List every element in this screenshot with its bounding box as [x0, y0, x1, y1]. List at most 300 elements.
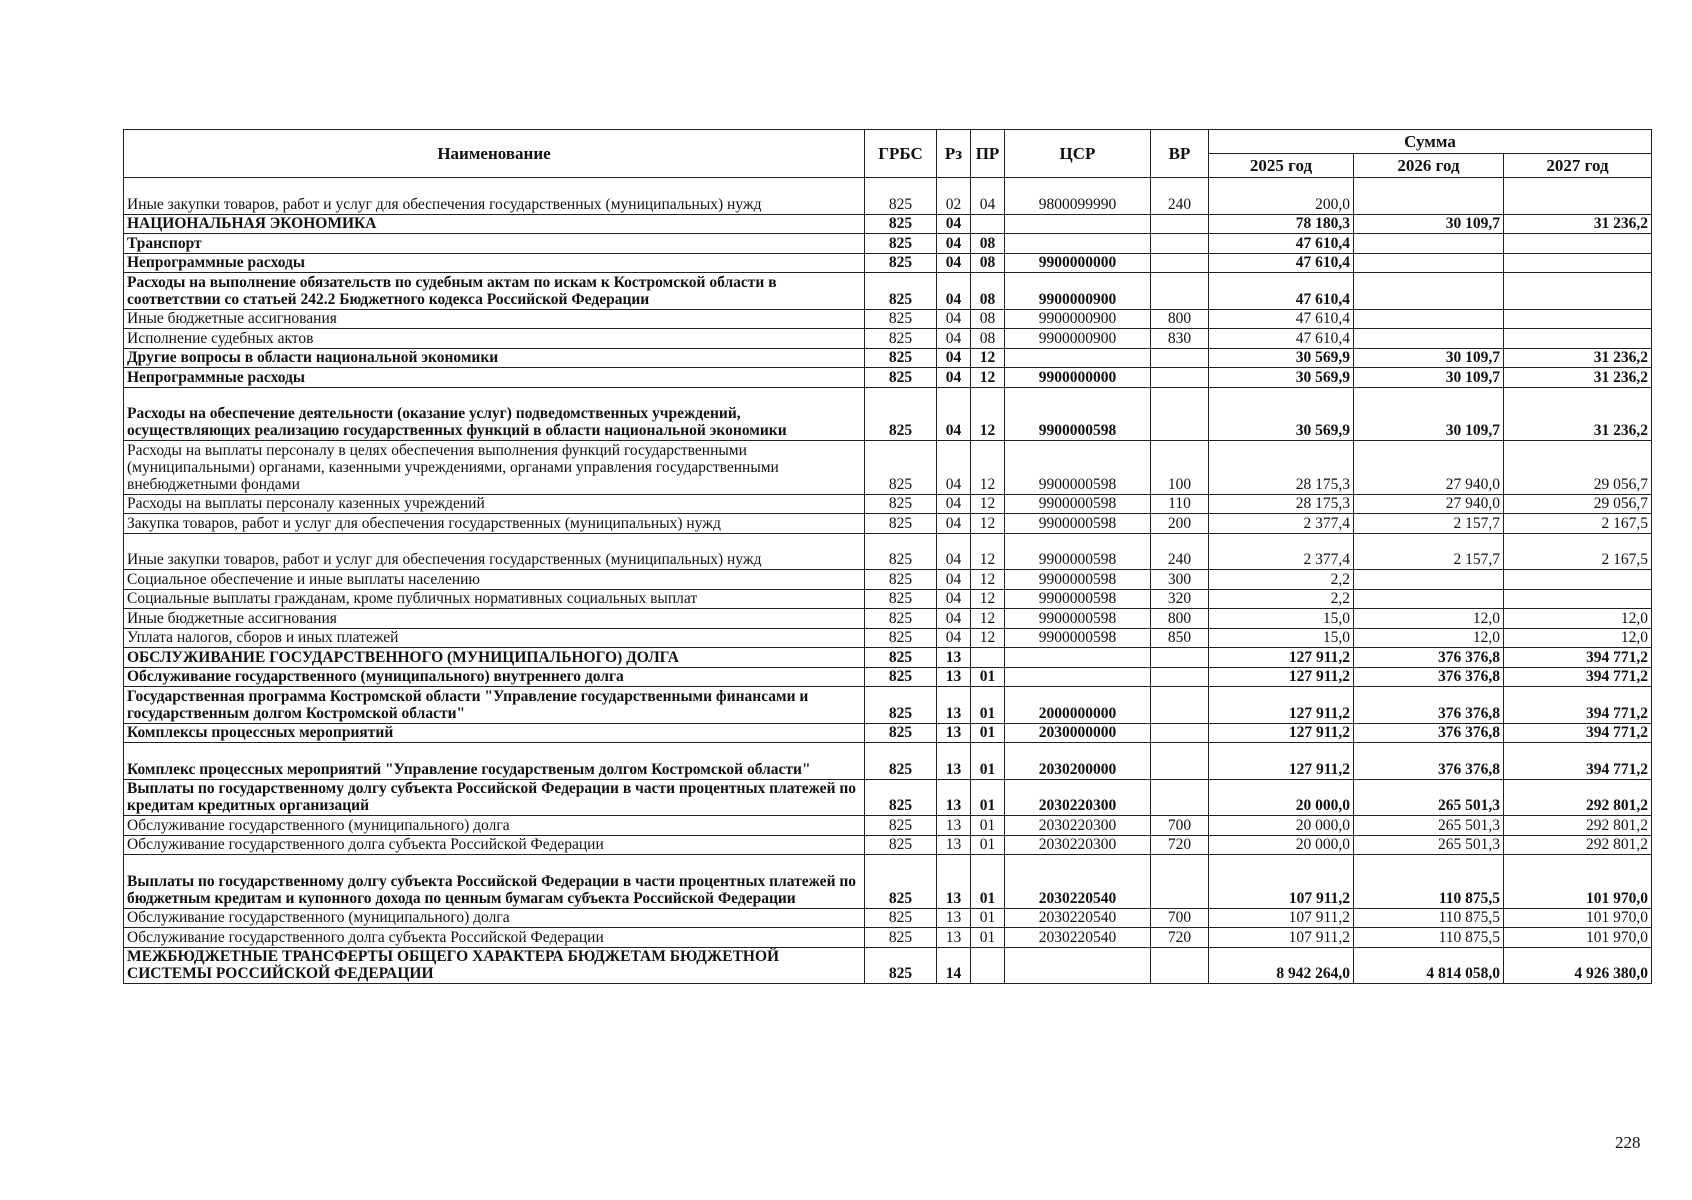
cell-sum-2027 [1504, 234, 1652, 254]
cell-csr: 2000000000 [1005, 687, 1151, 724]
cell-pr: 12 [971, 348, 1005, 368]
cell-name: Социальные выплаты гражданам, кроме публичных нормативных социальных выплат [124, 589, 865, 609]
cell-sum-2025: 47 610,4 [1209, 329, 1354, 349]
table-row [124, 441, 1652, 495]
cell-rz: 04 [937, 348, 971, 368]
table-row [124, 628, 1652, 648]
cell-sum-2027: 292 801,2 [1504, 835, 1652, 855]
cell-grbs: 825 [865, 387, 937, 441]
table-row [124, 908, 1652, 928]
cell-sum-2027: 101 970,0 [1504, 908, 1652, 928]
table-row [124, 234, 1652, 254]
table-row [124, 855, 1652, 909]
cell-pr: 08 [971, 253, 1005, 273]
cell-sum-2026 [1354, 329, 1504, 349]
cell-grbs: 825 [865, 628, 937, 648]
header-sum: Сумма [1209, 130, 1652, 154]
header-vr: ВР [1151, 130, 1209, 178]
cell-rz: 04 [937, 214, 971, 234]
cell-sum-2027: 101 970,0 [1504, 928, 1652, 948]
table-row [124, 214, 1652, 234]
cell-csr: 2030220540 [1005, 908, 1151, 928]
cell-grbs: 825 [865, 368, 937, 388]
cell-sum-2026: 265 501,3 [1354, 835, 1504, 855]
cell-rz: 04 [937, 533, 971, 570]
cell-sum-2026: 2 157,7 [1354, 533, 1504, 570]
header-year-2026: 2026 год [1354, 154, 1504, 178]
cell-sum-2027: 394 771,2 [1504, 743, 1652, 780]
cell-pr: 01 [971, 928, 1005, 948]
cell-rz: 04 [937, 570, 971, 590]
cell-name: Обслуживание государственного (муниципального) внутреннего долга [124, 667, 865, 687]
cell-pr: 08 [971, 273, 1005, 310]
cell-sum-2027: 31 236,2 [1504, 348, 1652, 368]
cell-sum-2027: 29 056,7 [1504, 494, 1652, 514]
cell-vr [1151, 855, 1209, 909]
cell-sum-2026 [1354, 234, 1504, 254]
cell-rz: 04 [937, 494, 971, 514]
budget-table [123, 129, 1652, 984]
cell-sum-2026: 27 940,0 [1354, 494, 1504, 514]
cell-rz: 13 [937, 928, 971, 948]
table-row [124, 928, 1652, 948]
table-row [124, 779, 1652, 816]
cell-sum-2025: 2,2 [1209, 589, 1354, 609]
cell-vr: 700 [1151, 908, 1209, 928]
cell-rz: 02 [937, 178, 971, 215]
cell-grbs: 825 [865, 779, 937, 816]
cell-rz: 04 [937, 589, 971, 609]
table-row [124, 570, 1652, 590]
table-row [124, 514, 1652, 534]
cell-csr: 2030200000 [1005, 743, 1151, 780]
cell-csr [1005, 648, 1151, 668]
cell-sum-2027: 29 056,7 [1504, 441, 1652, 495]
cell-grbs: 825 [865, 178, 937, 215]
cell-rz: 04 [937, 273, 971, 310]
cell-vr: 100 [1151, 441, 1209, 495]
cell-sum-2025: 127 911,2 [1209, 667, 1354, 687]
cell-csr: 2030220300 [1005, 779, 1151, 816]
cell-sum-2025: 107 911,2 [1209, 908, 1354, 928]
cell-sum-2025: 127 911,2 [1209, 648, 1354, 668]
cell-sum-2026: 2 157,7 [1354, 514, 1504, 534]
cell-vr: 240 [1151, 533, 1209, 570]
cell-pr: 12 [971, 533, 1005, 570]
cell-sum-2025: 30 569,9 [1209, 387, 1354, 441]
table-header [124, 130, 1652, 178]
table-row [124, 723, 1652, 743]
cell-rz: 13 [937, 779, 971, 816]
cell-sum-2025: 30 569,9 [1209, 368, 1354, 388]
cell-grbs: 825 [865, 234, 937, 254]
table-body [124, 178, 1652, 984]
cell-sum-2025: 15,0 [1209, 609, 1354, 629]
cell-grbs: 825 [865, 667, 937, 687]
cell-name: Комплексы процессных мероприятий [124, 723, 865, 743]
header-csr: ЦСР [1005, 130, 1151, 178]
cell-sum-2025: 47 610,4 [1209, 234, 1354, 254]
cell-sum-2027: 292 801,2 [1504, 816, 1652, 836]
cell-csr: 9900000000 [1005, 368, 1151, 388]
table-row [124, 648, 1652, 668]
table-row [124, 178, 1652, 215]
cell-sum-2025: 20 000,0 [1209, 779, 1354, 816]
cell-pr: 04 [971, 178, 1005, 215]
cell-grbs: 825 [865, 609, 937, 629]
cell-name: Закупка товаров, работ и услуг для обеспечения государственных (муниципальных) нужд [124, 514, 865, 534]
cell-sum-2025: 78 180,3 [1209, 214, 1354, 234]
cell-sum-2025: 15,0 [1209, 628, 1354, 648]
cell-sum-2027 [1504, 309, 1652, 329]
table-row [124, 253, 1652, 273]
cell-grbs: 825 [865, 441, 937, 495]
cell-csr: 9900000598 [1005, 494, 1151, 514]
cell-sum-2025: 20 000,0 [1209, 816, 1354, 836]
cell-vr [1151, 368, 1209, 388]
cell-sum-2027: 2 167,5 [1504, 533, 1652, 570]
cell-grbs: 825 [865, 273, 937, 310]
cell-grbs: 825 [865, 816, 937, 836]
cell-sum-2027: 12,0 [1504, 609, 1652, 629]
cell-csr: 2030220300 [1005, 816, 1151, 836]
cell-sum-2026: 30 109,7 [1354, 387, 1504, 441]
cell-name: Государственная программа Костромской области "Управление государственными финансами и государственным долгом Костромской области" [124, 687, 865, 724]
cell-sum-2026: 27 940,0 [1354, 441, 1504, 495]
cell-sum-2027 [1504, 589, 1652, 609]
cell-sum-2026: 12,0 [1354, 609, 1504, 629]
cell-csr [1005, 348, 1151, 368]
cell-vr: 720 [1151, 928, 1209, 948]
cell-grbs: 825 [865, 494, 937, 514]
cell-sum-2027 [1504, 329, 1652, 349]
cell-sum-2027: 31 236,2 [1504, 387, 1652, 441]
cell-name: Исполнение судебных актов [124, 329, 865, 349]
cell-csr: 9800099990 [1005, 178, 1151, 215]
cell-vr [1151, 234, 1209, 254]
cell-grbs: 825 [865, 743, 937, 780]
cell-rz: 14 [937, 947, 971, 984]
cell-vr: 800 [1151, 309, 1209, 329]
cell-sum-2025: 127 911,2 [1209, 723, 1354, 743]
cell-csr: 9900000598 [1005, 628, 1151, 648]
cell-rz: 04 [937, 514, 971, 534]
cell-sum-2027: 292 801,2 [1504, 779, 1652, 816]
cell-sum-2026: 30 109,7 [1354, 348, 1504, 368]
cell-vr: 830 [1151, 329, 1209, 349]
cell-vr: 700 [1151, 816, 1209, 836]
cell-vr [1151, 273, 1209, 310]
table-row [124, 609, 1652, 629]
cell-sum-2027 [1504, 570, 1652, 590]
cell-rz: 13 [937, 667, 971, 687]
cell-grbs: 825 [865, 835, 937, 855]
table-row [124, 835, 1652, 855]
cell-vr [1151, 648, 1209, 668]
cell-pr: 12 [971, 609, 1005, 629]
cell-sum-2025: 107 911,2 [1209, 855, 1354, 909]
cell-grbs: 825 [865, 723, 937, 743]
cell-name: Выплаты по государственному долгу субъекта Российской Федерации в части процентных платежей по кредитам кредитных организаций [124, 779, 865, 816]
cell-csr: 9900000598 [1005, 533, 1151, 570]
cell-sum-2027: 4 926 380,0 [1504, 947, 1652, 984]
cell-rz: 13 [937, 816, 971, 836]
cell-csr: 9900000598 [1005, 441, 1151, 495]
cell-pr: 12 [971, 494, 1005, 514]
cell-name: Иные закупки товаров, работ и услуг для обеспечения государственных (муниципальных) нужд [124, 178, 865, 215]
cell-name: Расходы на выплаты персоналу казенных учреждений [124, 494, 865, 514]
cell-name: Обслуживание государственного долга субъекта Российской Федерации [124, 835, 865, 855]
cell-name: Непрограммные расходы [124, 368, 865, 388]
cell-name: Социальное обеспечение и иные выплаты населению [124, 570, 865, 590]
cell-sum-2027: 394 771,2 [1504, 723, 1652, 743]
cell-sum-2026: 376 376,8 [1354, 723, 1504, 743]
cell-sum-2026: 12,0 [1354, 628, 1504, 648]
cell-sum-2026 [1354, 309, 1504, 329]
cell-vr: 110 [1151, 494, 1209, 514]
cell-sum-2026: 265 501,3 [1354, 816, 1504, 836]
cell-vr [1151, 253, 1209, 273]
table-row [124, 687, 1652, 724]
cell-grbs: 825 [865, 648, 937, 668]
cell-sum-2026: 110 875,5 [1354, 855, 1504, 909]
cell-rz: 13 [937, 687, 971, 724]
cell-name: НАЦИОНАЛЬНАЯ ЭКОНОМИКА [124, 214, 865, 234]
cell-sum-2025: 127 911,2 [1209, 743, 1354, 780]
cell-rz: 13 [937, 855, 971, 909]
cell-csr: 9900000900 [1005, 309, 1151, 329]
table-row [124, 589, 1652, 609]
cell-sum-2026: 110 875,5 [1354, 908, 1504, 928]
cell-sum-2026: 376 376,8 [1354, 648, 1504, 668]
cell-sum-2025: 2,2 [1209, 570, 1354, 590]
cell-sum-2026: 376 376,8 [1354, 667, 1504, 687]
cell-sum-2025: 28 175,3 [1209, 441, 1354, 495]
cell-name: Обслуживание государственного (муниципального) долга [124, 908, 865, 928]
cell-sum-2026: 110 875,5 [1354, 928, 1504, 948]
cell-vr: 240 [1151, 178, 1209, 215]
cell-sum-2027: 394 771,2 [1504, 687, 1652, 724]
cell-sum-2026 [1354, 589, 1504, 609]
cell-csr: 9900000000 [1005, 253, 1151, 273]
cell-rz: 04 [937, 309, 971, 329]
cell-grbs: 825 [865, 329, 937, 349]
cell-sum-2027 [1504, 273, 1652, 310]
cell-name: ОБСЛУЖИВАНИЕ ГОСУДАРСТВЕННОГО (МУНИЦИПАЛЬНОГО) ДОЛГА [124, 648, 865, 668]
cell-rz: 04 [937, 609, 971, 629]
cell-sum-2027 [1504, 178, 1652, 215]
cell-pr: 12 [971, 628, 1005, 648]
cell-pr: 01 [971, 743, 1005, 780]
cell-csr [1005, 667, 1151, 687]
cell-vr [1151, 723, 1209, 743]
header-rz: Рз [937, 130, 971, 178]
cell-name: Комплекс процессных мероприятий "Управление государственым долгом Костромской области" [124, 743, 865, 780]
cell-vr [1151, 743, 1209, 780]
cell-pr: 12 [971, 514, 1005, 534]
cell-csr: 2030220300 [1005, 835, 1151, 855]
cell-sum-2026: 4 814 058,0 [1354, 947, 1504, 984]
cell-pr: 12 [971, 368, 1005, 388]
cell-name: Транспорт [124, 234, 865, 254]
cell-sum-2026: 30 109,7 [1354, 214, 1504, 234]
cell-grbs: 825 [865, 687, 937, 724]
cell-grbs: 825 [865, 253, 937, 273]
cell-pr: 01 [971, 835, 1005, 855]
cell-sum-2025: 20 000,0 [1209, 835, 1354, 855]
cell-pr [971, 214, 1005, 234]
cell-grbs: 825 [865, 589, 937, 609]
cell-grbs: 825 [865, 928, 937, 948]
header-year-2027: 2027 год [1504, 154, 1652, 178]
cell-vr [1151, 667, 1209, 687]
cell-vr [1151, 214, 1209, 234]
cell-csr: 2030220540 [1005, 855, 1151, 909]
cell-pr: 08 [971, 329, 1005, 349]
page-number: 228 [1615, 1133, 1641, 1152]
cell-sum-2027: 101 970,0 [1504, 855, 1652, 909]
cell-sum-2026: 30 109,7 [1354, 368, 1504, 388]
cell-csr: 9900000598 [1005, 387, 1151, 441]
cell-pr [971, 648, 1005, 668]
cell-csr: 9900000900 [1005, 329, 1151, 349]
cell-name: Уплата налогов, сборов и иных платежей [124, 628, 865, 648]
cell-sum-2026: 376 376,8 [1354, 687, 1504, 724]
cell-name: Иные закупки товаров, работ и услуг для обеспечения государственных (муниципальных) нужд [124, 533, 865, 570]
cell-vr: 200 [1151, 514, 1209, 534]
cell-rz: 13 [937, 743, 971, 780]
cell-sum-2027: 394 771,2 [1504, 648, 1652, 668]
cell-pr: 12 [971, 570, 1005, 590]
cell-name: Выплаты по государственному долгу субъекта Российской Федерации в части процентных платежей по бюджетным кредитам и купонного дохода по ценным бумагам субъекта Российской Федерации [124, 855, 865, 909]
cell-sum-2025: 30 569,9 [1209, 348, 1354, 368]
cell-vr: 800 [1151, 609, 1209, 629]
cell-rz: 04 [937, 368, 971, 388]
cell-csr: 9900000598 [1005, 589, 1151, 609]
cell-vr: 850 [1151, 628, 1209, 648]
cell-sum-2026 [1354, 273, 1504, 310]
cell-sum-2027 [1504, 253, 1652, 273]
cell-csr [1005, 234, 1151, 254]
cell-rz: 04 [937, 628, 971, 648]
cell-pr: 01 [971, 687, 1005, 724]
cell-sum-2027: 2 167,5 [1504, 514, 1652, 534]
cell-grbs: 825 [865, 309, 937, 329]
cell-sum-2025: 47 610,4 [1209, 253, 1354, 273]
cell-pr: 01 [971, 855, 1005, 909]
cell-csr: 9900000598 [1005, 570, 1151, 590]
cell-pr: 01 [971, 908, 1005, 928]
cell-rz: 04 [937, 253, 971, 273]
cell-sum-2026: 376 376,8 [1354, 743, 1504, 780]
cell-sum-2025: 127 911,2 [1209, 687, 1354, 724]
cell-sum-2025: 8 942 264,0 [1209, 947, 1354, 984]
cell-name: Расходы на обеспечение деятельности (оказание услуг) подведомственных учреждений, осуществляющих реализацию государственных функций в области национальной экономики [124, 387, 865, 441]
table-row [124, 947, 1652, 984]
table-row [124, 273, 1652, 310]
cell-csr: 9900000900 [1005, 273, 1151, 310]
cell-rz: 04 [937, 441, 971, 495]
table-row [124, 387, 1652, 441]
cell-rz: 13 [937, 835, 971, 855]
cell-name: Иные бюджетные ассигнования [124, 309, 865, 329]
table-row [124, 533, 1652, 570]
header-grbs: ГРБС [865, 130, 937, 178]
cell-csr [1005, 947, 1151, 984]
cell-name: МЕЖБЮДЖЕТНЫЕ ТРАНСФЕРТЫ ОБЩЕГО ХАРАКТЕРА БЮДЖЕТАМ БЮДЖЕТНОЙ СИСТЕМЫ РОССИЙСКОЙ ФЕДЕРАЦИИ [124, 947, 865, 984]
cell-rz: 04 [937, 329, 971, 349]
cell-pr: 01 [971, 723, 1005, 743]
cell-pr: 08 [971, 234, 1005, 254]
cell-sum-2026: 265 501,3 [1354, 779, 1504, 816]
table-row [124, 743, 1652, 780]
cell-vr [1151, 687, 1209, 724]
cell-pr: 12 [971, 387, 1005, 441]
header-year-2025: 2025 год [1209, 154, 1354, 178]
cell-sum-2027: 394 771,2 [1504, 667, 1652, 687]
cell-sum-2027: 31 236,2 [1504, 214, 1652, 234]
cell-sum-2026 [1354, 178, 1504, 215]
cell-csr: 2030000000 [1005, 723, 1151, 743]
header-name: Наименование [124, 130, 865, 178]
cell-pr: 08 [971, 309, 1005, 329]
cell-sum-2025: 47 610,4 [1209, 273, 1354, 310]
cell-pr [971, 947, 1005, 984]
cell-vr [1151, 947, 1209, 984]
cell-csr: 9900000598 [1005, 609, 1151, 629]
cell-vr [1151, 387, 1209, 441]
table-row [124, 494, 1652, 514]
cell-grbs: 825 [865, 514, 937, 534]
cell-pr: 12 [971, 441, 1005, 495]
cell-sum-2025: 2 377,4 [1209, 514, 1354, 534]
cell-name: Расходы на выполнение обязательств по судебным актам по искам к Костромской области в соответствии со статьей 242.2 Бюджетного кодекса Российской Федерации [124, 273, 865, 310]
cell-pr: 01 [971, 667, 1005, 687]
cell-grbs: 825 [865, 947, 937, 984]
cell-name: Расходы на выплаты персоналу в целях обеспечения выполнения функций государственными (муниципальными) органами, казенными учреждениями, органами управления государственными внебюджетными фондами [124, 441, 865, 495]
cell-grbs: 825 [865, 348, 937, 368]
table-row [124, 816, 1652, 836]
cell-name: Другие вопросы в области национальной экономики [124, 348, 865, 368]
cell-grbs: 825 [865, 570, 937, 590]
cell-name: Обслуживание государственного долга субъекта Российской Федерации [124, 928, 865, 948]
cell-sum-2027: 31 236,2 [1504, 368, 1652, 388]
cell-sum-2025: 47 610,4 [1209, 309, 1354, 329]
cell-grbs: 825 [865, 855, 937, 909]
cell-grbs: 825 [865, 908, 937, 928]
cell-rz: 04 [937, 387, 971, 441]
cell-sum-2025: 200,0 [1209, 178, 1354, 215]
cell-grbs: 825 [865, 214, 937, 234]
cell-rz: 13 [937, 908, 971, 928]
cell-rz: 13 [937, 723, 971, 743]
cell-grbs: 825 [865, 533, 937, 570]
cell-pr: 12 [971, 589, 1005, 609]
cell-vr: 320 [1151, 589, 1209, 609]
cell-rz: 04 [937, 234, 971, 254]
cell-name: Обслуживание государственного (муниципального) долга [124, 816, 865, 836]
cell-sum-2026 [1354, 570, 1504, 590]
cell-rz: 13 [937, 648, 971, 668]
cell-vr [1151, 779, 1209, 816]
header-pr: ПР [971, 130, 1005, 178]
cell-name: Непрограммные расходы [124, 253, 865, 273]
table-row [124, 309, 1652, 329]
cell-name: Иные бюджетные ассигнования [124, 609, 865, 629]
cell-csr: 9900000598 [1005, 514, 1151, 534]
cell-pr: 01 [971, 779, 1005, 816]
table-row [124, 667, 1652, 687]
